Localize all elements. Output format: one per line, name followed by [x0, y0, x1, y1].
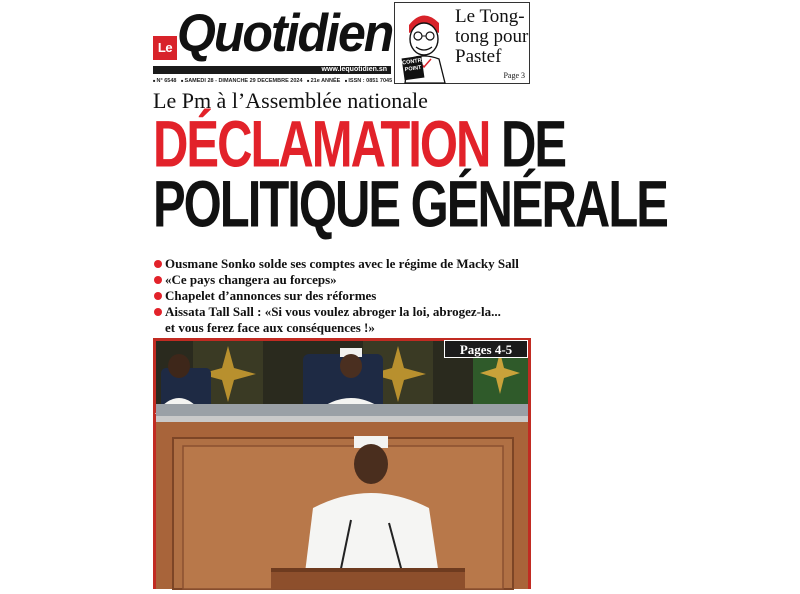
issue-date: ■ SAMEDI 28 - DIMANCHE 29 DECEMBRE 2024: [181, 78, 303, 84]
issue-meta: [153, 76, 391, 86]
masthead: [153, 2, 393, 68]
lead-kicker: Le Pm à l’Assemblée nationale: [153, 88, 428, 113]
lead-headline[interactable]: [153, 108, 667, 242]
contrepoint-teaser[interactable]: [394, 2, 530, 84]
contrepoint-tag: CONTRE POINT: [402, 56, 425, 81]
issue-issn: ■ ISSN : 0851 7045: [345, 78, 392, 84]
list-item: Chapelet d’annonces sur des réformes: [153, 288, 531, 304]
list-item: Ousmane Sonko solde ses comptes avec le régime de Macky Sall: [153, 256, 531, 272]
red-bullet-icon: [154, 260, 162, 268]
website-bar: www.lequotidien.sn: [153, 66, 391, 74]
red-bullet-icon: [154, 276, 162, 284]
lead-bullet-list: [153, 256, 531, 336]
logo-name: Quotidien: [177, 3, 393, 63]
headline-word-de: DE: [489, 108, 566, 182]
issue-number: ■ N° 6548: [153, 78, 176, 84]
assembly-photo[interactable]: [153, 338, 531, 589]
issue-year: ■ 21e ANNÉE: [307, 78, 340, 84]
list-item: «Ce pays changera au forceps»: [153, 272, 531, 288]
newspaper-front-page: [153, 0, 667, 589]
assembly-scene-illustration: [153, 338, 531, 589]
red-bullet-icon: [154, 308, 162, 316]
list-item: Aissata Tall Sall : «Si vous voulez abroger la loi, abrogez-la... et vous ferez face aux conséquences !»: [153, 304, 531, 336]
headline-second-line: POLITIQUE GÉNÉRALE: [153, 168, 667, 242]
red-bullet-icon: [154, 292, 162, 300]
pages-reference-badge[interactable]: Pages 4-5: [444, 340, 528, 358]
headline-red-word: DÉCLAMATION: [153, 108, 490, 182]
logo-prefix: Le: [153, 36, 177, 60]
contrepoint-headline: Le Tong-tong pour Pastef: [455, 6, 529, 67]
contrepoint-page-ref: Page 3: [503, 71, 525, 80]
